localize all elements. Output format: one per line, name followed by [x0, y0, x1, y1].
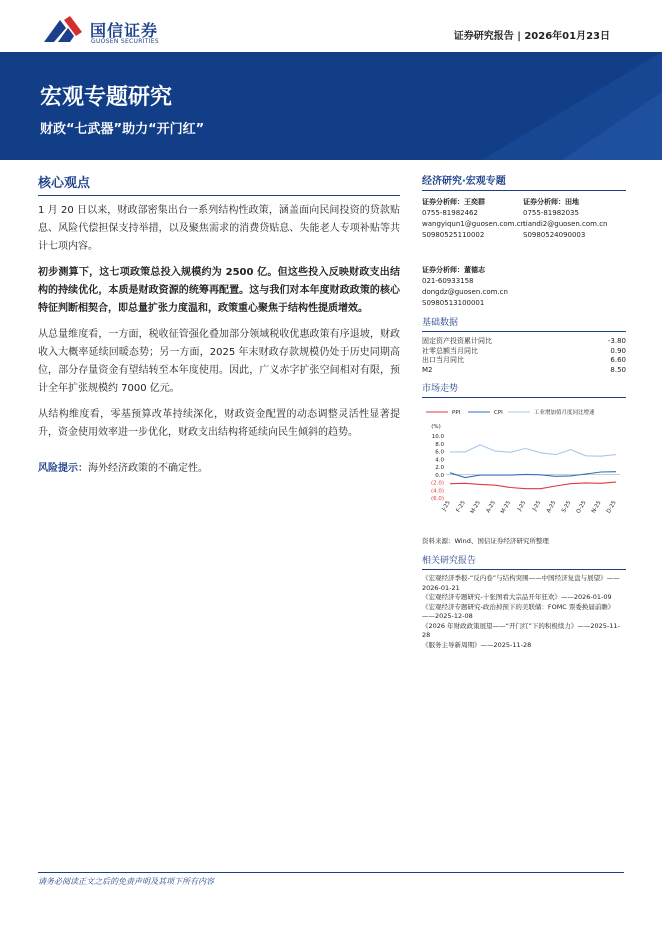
- analyst-id: S0980524090003: [523, 231, 586, 239]
- divider: [422, 397, 626, 398]
- core-heading: 核心观点: [38, 176, 91, 191]
- series-line-industrial: [450, 445, 616, 456]
- y-tick-label: 0.0: [435, 472, 444, 479]
- analyst-list: [422, 197, 626, 313]
- data-value: 8.50: [610, 365, 626, 374]
- core-viewpoints: [38, 172, 400, 478]
- y-tick-label: 2.0: [435, 465, 444, 471]
- chart-source: 资料来源：Wind、国信证券经济研究所整理: [422, 537, 549, 545]
- related-report-link[interactable]: 《宏观经济专题研究-十张图看大宗品开年狂欢》——2026-01-09: [422, 593, 612, 601]
- analyst-phone: 021-60933158: [422, 277, 474, 285]
- analyst-phone: 0755-81982462: [422, 209, 478, 217]
- title-banner: [0, 52, 662, 160]
- related-reports: [422, 574, 626, 650]
- series-line-ppi: [450, 482, 616, 489]
- related-report-link[interactable]: 《服务主导新周期》——2025-11-28: [422, 640, 532, 649]
- divider: [422, 190, 626, 191]
- paragraph-3: 从总量维度看，一方面，税收征管强化叠加部分领域税收优惠政策有序退坡，财政收入大概率延续回暖态势；另一方面，2025 年末财政存款规模仍处于历史同期高位，部分存量资金有望结转至本年度使用。因此，广义赤字扩张空间相对有限，预计全年扩张规模约 7000 亿元。: [38, 329, 400, 394]
- x-tick-label: M-25: [500, 500, 513, 515]
- y-tick-label: (4.0): [430, 488, 444, 495]
- divider: [422, 569, 626, 570]
- x-tick-label: J-25: [531, 500, 543, 513]
- related-heading: 相关研究报告: [422, 556, 477, 566]
- y-tick-label: 4.0: [435, 457, 444, 464]
- x-tick-label: A-25: [545, 500, 558, 514]
- legend-label: PPI: [452, 410, 461, 416]
- banner-decoration: [362, 52, 662, 160]
- analyst-email[interactable]: wangyiqun1@guosen.com.cn: [422, 220, 525, 228]
- divider: [422, 331, 626, 332]
- data-row: [422, 347, 626, 357]
- y-tick-label: 8.0: [435, 441, 444, 448]
- data-label: M2: [422, 365, 433, 374]
- risk-label: 风险提示：: [38, 463, 88, 474]
- x-tick-label: N-25: [590, 500, 603, 515]
- report-subtitle: 财政“七武器”助力“开门红”: [40, 122, 205, 137]
- logo: [40, 14, 180, 50]
- logo-text-en: GUOSEN SECURITIES: [91, 38, 160, 45]
- analyst-name: 田地: [565, 198, 579, 206]
- data-row: [422, 356, 626, 366]
- analyst-phone: 0755-81982035: [523, 209, 579, 217]
- paragraph-4: 从结构维度看，零基预算改革持续深化，财政资金配置的动态调整灵活性显著提升，资金使用效率进一步优化，财政支出结构将延续向民生倾斜的趋势。: [38, 409, 400, 438]
- report-date: 证券研究报告 | 2026年01月23日: [453, 31, 610, 42]
- analyst-role: 证券分析师：: [422, 266, 464, 274]
- risk-text: 海外经济政策的不确定性。: [88, 463, 208, 474]
- y-tick-label: 10.0: [431, 434, 444, 440]
- legend-label: 工业增加值月度同比增速: [534, 410, 595, 416]
- x-tick-label: J-25: [516, 500, 528, 513]
- analyst-role: 证券分析师：: [523, 198, 565, 206]
- x-tick-label: F-25: [455, 500, 467, 514]
- x-tick-label: M-25: [469, 500, 482, 515]
- analyst-card: [422, 265, 508, 309]
- sidebar: [422, 172, 626, 650]
- y-tick-label: (2.0): [430, 480, 444, 487]
- analyst-name: 王奕群: [464, 198, 485, 206]
- data-label: 出口当月同比: [422, 356, 464, 364]
- legend-label: CPI: [494, 410, 503, 416]
- y-axis-unit: (%): [431, 424, 441, 430]
- disclaimer-footer: 请务必阅读正文之后的免责声明及其项下所有内容: [38, 877, 214, 886]
- data-value: 0.90: [610, 346, 626, 355]
- analyst-id: S0980525110002: [422, 231, 485, 239]
- analyst-id: S0980513100001: [422, 299, 485, 307]
- guosen-logo-icon: [40, 14, 86, 48]
- data-row: [422, 366, 626, 376]
- x-tick-label: S-25: [561, 500, 573, 514]
- footer-divider: [38, 872, 624, 873]
- report-title: 宏观专题研究: [40, 85, 173, 110]
- market-chart: [422, 402, 626, 530]
- x-tick-label: A-25: [485, 500, 498, 514]
- data-label: 固定资产投资累计同比: [422, 337, 492, 345]
- related-report-link[interactable]: 《宏观经济季报-“反内卷”与结构突围——中国经济复盘与展望》——2026-01-21: [422, 574, 620, 592]
- related-report-link[interactable]: 《宏观经济专题研究-政治掉预下的美联储：FOMC 票委换届前瞻》——2025-12-08: [422, 602, 615, 620]
- x-tick-label: D-25: [605, 500, 618, 515]
- analyst-email[interactable]: dongdz@guosen.com.cn: [422, 288, 508, 296]
- basic-data-table: [422, 337, 626, 375]
- data-label: 社零总额当月同比: [422, 346, 478, 355]
- analyst-name: 董德志: [464, 266, 485, 274]
- risk-warning: [38, 460, 400, 478]
- related-report-link[interactable]: 《2026 年财政政策展望——“开门红”下的积极续力》——2025-11-28: [422, 621, 620, 639]
- y-tick-label: 6.0: [435, 449, 444, 456]
- analyst-email[interactable]: tiandi2@guosen.com.cn: [523, 220, 608, 228]
- data-value: -3.80: [607, 337, 626, 345]
- paragraph-2: 初步测算下，这七项政策总投入规模约为 2500 亿。但这些投入反映财政支出结构的持续优化，本质是财政资源的统筹再配置。这与我们对本年度财政政策的核心特征判断相契合，即总量扩张力度温和，政策重心聚焦于结构性提质增效。: [38, 267, 400, 314]
- market-chart-svg: [422, 402, 626, 530]
- x-tick-label: O-25: [575, 500, 588, 515]
- analyst-card: [422, 197, 525, 241]
- market-heading: 市场走势: [422, 384, 459, 394]
- analyst-role: 证券分析师：: [422, 198, 464, 206]
- y-tick-label: (6.0): [430, 496, 444, 502]
- data-row: [422, 337, 626, 347]
- analyst-card: [523, 197, 608, 241]
- divider: [38, 195, 400, 196]
- x-tick-label: J-25: [441, 500, 452, 513]
- paragraph-1: 1 月 20 日以来，财政部密集出台一系列结构性政策，涵盖面向民间投资的贷款贴息、风险代偿担保支持举措，以及聚焦需求的消费贷贴息、失能老人专项补贴等共计七项内容。: [38, 205, 400, 252]
- sidebar-heading: 经济研究·宏观专题: [422, 176, 506, 187]
- basic-data-heading: 基础数据: [422, 318, 459, 328]
- data-value: 6.60: [610, 356, 626, 364]
- logo-text: 国信证券: [90, 21, 159, 40]
